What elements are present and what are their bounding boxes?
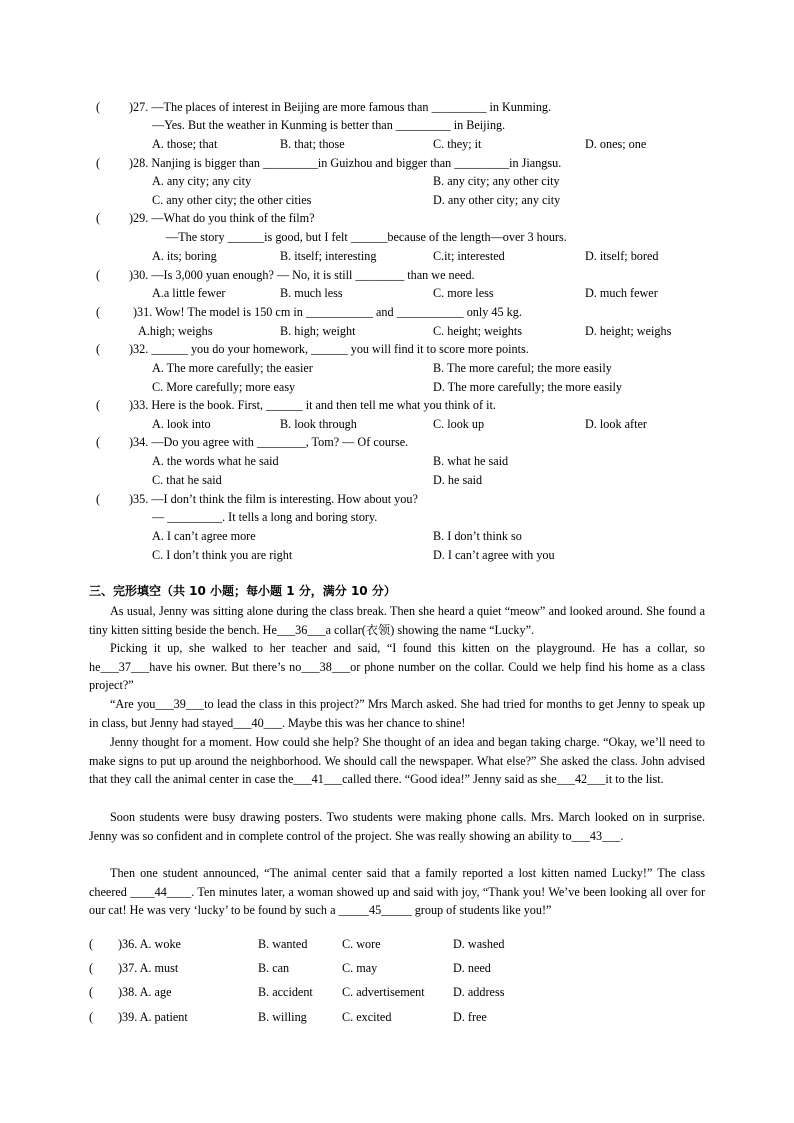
q33-option-b: B. look through <box>280 417 357 431</box>
q29-option-c: C.it; interested <box>433 249 505 263</box>
q34-option-d: D. he said <box>433 473 483 487</box>
q29-option-b: B. itself; interesting <box>280 249 377 263</box>
choice-37-b: B. can <box>258 961 290 975</box>
q30-stem: )30. —Is 3,000 yuan enough? — No, it is still ________ than we need. <box>129 268 475 282</box>
q30-option-c: C. more less <box>433 286 494 300</box>
choice-37-a: )37. A. must <box>118 961 179 975</box>
q34-option-a: A. the words what he said <box>152 454 279 468</box>
choice-39-b: B. willing <box>258 1010 307 1024</box>
section-title: 三、完形填空（共 10 小题；每小题 1 分，满分 10 分） <box>89 584 396 598</box>
q27-option-d: D. ones; one <box>585 137 647 151</box>
q27-option-b: B. that; those <box>280 137 345 151</box>
choice-36-a: )36. A. woke <box>118 937 181 951</box>
q30-option-b: B. much less <box>280 286 343 300</box>
q31-stem: )31. Wow! The model is 150 cm in ___________ and ___________ only 45 kg. <box>133 305 522 319</box>
q31-option-b: B. high; weight <box>280 324 356 338</box>
q32-paren: ( <box>96 342 101 356</box>
q27-option-c: C. they; it <box>433 137 482 151</box>
q28-option-b: B. any city; any other city <box>433 174 560 188</box>
q28-paren: ( <box>96 156 101 170</box>
passage-paragraph: As usual, Jenny was sitting alone during the class break. Then she heard a quiet “meow” and looked around. She found a tiny kitten sitting beside the bench. He___36___a collar(衣领) showing the name “Lucky”. <box>89 604 705 637</box>
q27-stem2: —Yes. But the weather in Kunming is better than _________ in Beijing. <box>152 118 506 132</box>
q35-stem2: — _________. It tells a long and boring story. <box>152 510 378 524</box>
q32-option-b: B. The more careful; the more easily <box>433 361 612 375</box>
q29-stem: )29. —What do you think of the film? <box>129 211 315 225</box>
choice-39-a: )39. A. patient <box>118 1010 188 1024</box>
passage-paragraph: Soon students were busy drawing posters. Two students were making phone calls. Mrs. March looked on in surprise. Jenny was so confident and in complete control of the project. She was really showing an ability to___43___. <box>89 810 705 843</box>
q34-paren: ( <box>96 435 101 449</box>
choice-36-c: C. wore <box>342 937 381 951</box>
choice-39-c: C. excited <box>342 1010 392 1024</box>
q35-option-a: A. I can’t agree more <box>152 529 256 543</box>
q30-option-a: A.a little fewer <box>152 286 226 300</box>
q33-option-c: C. look up <box>433 417 485 431</box>
q34-option-c: C. that he said <box>152 473 222 487</box>
q30-option-d: D. much fewer <box>585 286 658 300</box>
q31-paren: ( <box>96 305 101 319</box>
q31-option-d: D. height; weighs <box>585 324 672 338</box>
choice-36-b: B. wanted <box>258 937 308 951</box>
q30-paren: ( <box>96 268 101 282</box>
choice-37-d: D. need <box>453 961 491 975</box>
q32-option-c: C. More carefully; more easy <box>152 380 296 394</box>
q31-option-c: C. height; weights <box>433 324 523 338</box>
choice-paren: ( <box>89 961 94 975</box>
choice-38-a: )38. A. age <box>118 985 172 999</box>
passage-paragraph: Picking it up, she walked to her teacher and said, “I found this kitten on the playground. He has a collar, so he___37___have his owner. But there’s no___38___or phone number on the collar. Could we help find his home as a class project?” <box>89 641 705 693</box>
q34-option-b: B. what he said <box>433 454 509 468</box>
choice-paren: ( <box>89 1010 94 1024</box>
passage-paragraph: Then one student announced, “The animal center said that a family reported a lost kitten named Lucky!” The class cheered ____44____. Ten minutes later, a woman showed up and said with joy, “Thank you! We’ve been looking all over for our cat! He was very ‘lucky’ to be found by such a _____45_____ group of students like you!” <box>89 866 705 918</box>
q28-option-a: A. any city; any city <box>152 174 252 188</box>
q35-paren: ( <box>96 492 101 506</box>
q35-option-b: B. I don’t think so <box>433 529 522 543</box>
q35-option-d: D. I can’t agree with you <box>433 548 555 562</box>
passage-paragraph: Jenny thought for a moment. How could she help? She thought of an idea and began taking charge. “Okay, we’ll need to make signs to put up around the neighborhood. We should call the newspaper. What else?” She asked the class. John advised that they call the animal center in case the___41___called there. “Good idea!” Jenny said as she___42___it to the list. <box>89 735 705 787</box>
q29-stem2: —The story ______is good, but I felt ______because of the length—over 3 hours. <box>166 230 567 244</box>
q29-option-d: D. itself; bored <box>585 249 659 263</box>
q27-option-a: A. those; that <box>152 137 218 151</box>
q33-stem: )33. Here is the book. First, ______ it and then tell me what you think of it. <box>129 398 496 412</box>
q27-stem: )27. —The places of interest in Beijing are more famous than _________ in Kunming. <box>129 100 552 114</box>
q33-option-d: D. look after <box>585 417 647 431</box>
q35-option-c: C. I don’t think you are right <box>152 548 293 562</box>
choice-paren: ( <box>89 937 94 951</box>
choice-36-d: D. washed <box>453 937 505 951</box>
q27-paren: ( <box>96 100 101 114</box>
q29-paren: ( <box>96 211 101 225</box>
choice-39-d: D. free <box>453 1010 487 1024</box>
q32-option-d: D. The more carefully; the more easily <box>433 380 622 394</box>
choice-38-d: D. address <box>453 985 505 999</box>
choice-paren: ( <box>89 985 94 999</box>
choice-37-c: C. may <box>342 961 378 975</box>
choice-38-c: C. advertisement <box>342 985 425 999</box>
passage-paragraph: “Are you___39___to lead the class in this project?” Mrs March asked. She had tried for months to get Jenny to speak up in class, but Jenny had stayed___40___. Maybe this was her chance to shine! <box>89 697 705 730</box>
q28-option-d: D. any other city; any city <box>433 193 561 207</box>
q32-stem: )32. ______ you do your homework, ______ you will find it to score more points. <box>129 342 529 356</box>
q28-stem: )28. Nanjing is bigger than _________in Guizhou and bigger than _________in Jiangsu. <box>129 156 562 170</box>
q34-stem: )34. —Do you agree with ________, Tom? — Of course. <box>129 435 409 449</box>
q35-stem: )35. —I don’t think the film is interesting. How about you? <box>129 492 418 506</box>
choice-38-b: B. accident <box>258 985 313 999</box>
q31-option-a: A.high; weighs <box>138 324 213 338</box>
q33-option-a: A. look into <box>152 417 211 431</box>
q33-paren: ( <box>96 398 101 412</box>
q29-option-a: A. its; boring <box>152 249 217 263</box>
q28-option-c: C. any other city; the other cities <box>152 193 312 207</box>
q32-option-a: A. The more carefully; the easier <box>152 361 313 375</box>
